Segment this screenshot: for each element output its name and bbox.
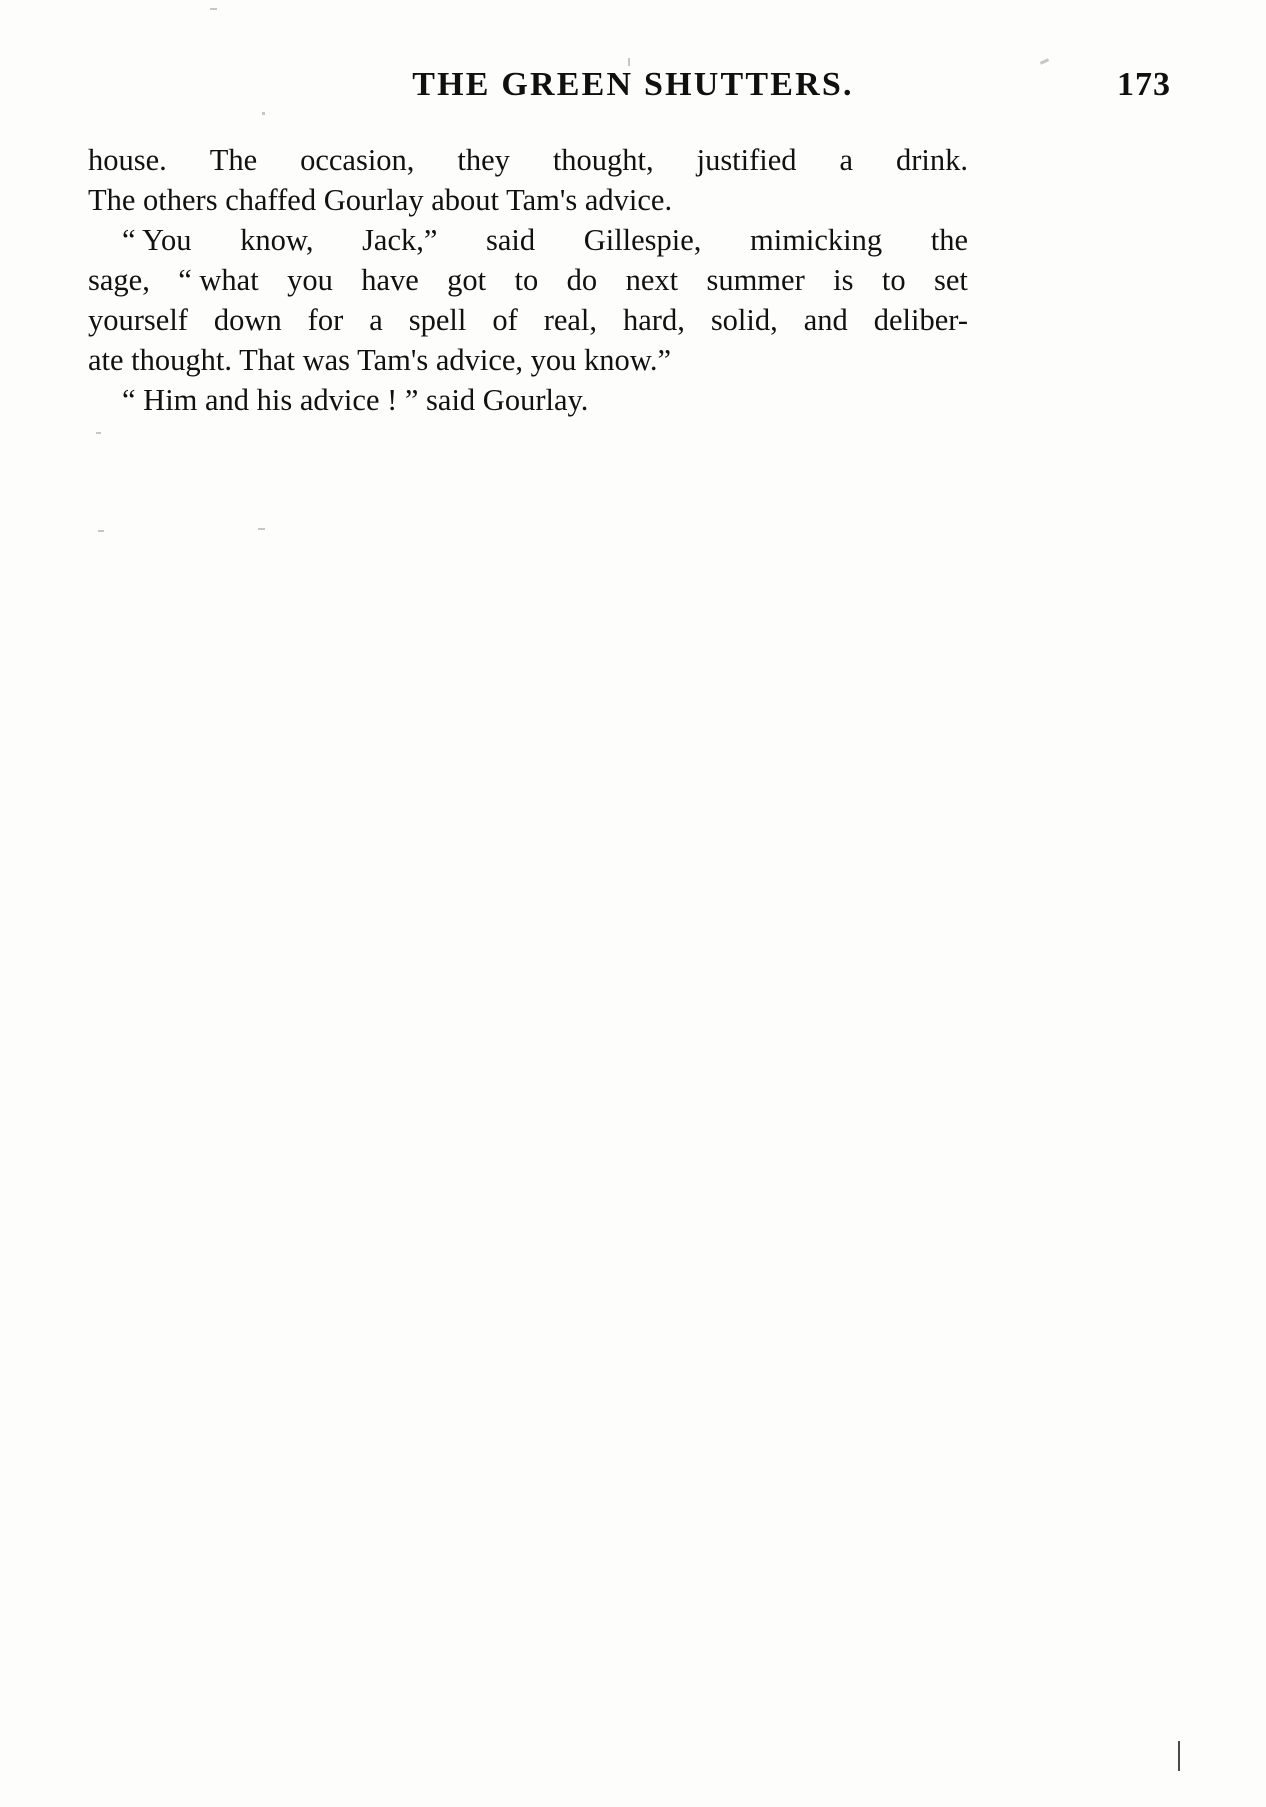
word: and (803, 303, 848, 337)
scan-speck (96, 432, 101, 434)
word: you (287, 263, 333, 297)
word: deliber- (873, 303, 968, 337)
text-line: ate thought. That was Tam's advice, you know.” (88, 343, 672, 377)
word: to (514, 263, 539, 297)
text-line: The others chaffed Gourlay about Tam's advice. (88, 183, 673, 217)
word: the (930, 223, 968, 257)
word: is (833, 263, 854, 297)
word: “ what (178, 263, 259, 297)
scan-speck (210, 8, 217, 10)
word: drink. (895, 143, 968, 177)
word: “ You (122, 223, 192, 257)
text-line (88, 300, 968, 340)
text-line (88, 140, 968, 180)
word: summer (706, 263, 805, 297)
word: have (361, 263, 419, 297)
running-title: THE GREEN SHUTTERS. (412, 66, 854, 103)
text-line: “ Him and his advice ! ” said Gourlay. (122, 383, 589, 417)
paragraph (88, 380, 968, 420)
text-line (88, 260, 968, 300)
word: of (492, 303, 518, 337)
scan-speck (98, 530, 104, 532)
word: thought, (552, 143, 654, 177)
word: a (369, 303, 383, 337)
word: for (307, 303, 344, 337)
word: mimicking (750, 223, 883, 257)
word: got (447, 263, 487, 297)
scan-speck (628, 58, 630, 66)
word: justified (696, 143, 797, 177)
word: hard, (623, 303, 685, 337)
word: next (625, 263, 679, 297)
word: down (213, 303, 282, 337)
body-text (88, 140, 968, 420)
word: said (485, 223, 536, 257)
page-edge-mark (1178, 1741, 1180, 1771)
page-number: 173 (1117, 66, 1171, 103)
scan-speck (258, 528, 265, 530)
scan-speck (1040, 58, 1049, 65)
word: Jack,” (362, 223, 438, 257)
word: Gillespie, (583, 223, 702, 257)
word: know, (240, 223, 314, 257)
word: yourself (88, 303, 188, 337)
word: they (457, 143, 510, 177)
paragraph (88, 220, 968, 380)
word: The (209, 143, 258, 177)
page-header (95, 66, 1171, 116)
word: to (881, 263, 906, 297)
word: spell (408, 303, 467, 337)
word: a (839, 143, 854, 177)
word: do (566, 263, 598, 297)
paragraph (88, 140, 968, 220)
word: real, (543, 303, 598, 337)
word: solid, (710, 303, 778, 337)
text-line (88, 220, 968, 260)
word: set (933, 263, 968, 297)
word: house. (88, 143, 167, 177)
word: occasion, (300, 143, 415, 177)
word: sage, (88, 263, 150, 297)
